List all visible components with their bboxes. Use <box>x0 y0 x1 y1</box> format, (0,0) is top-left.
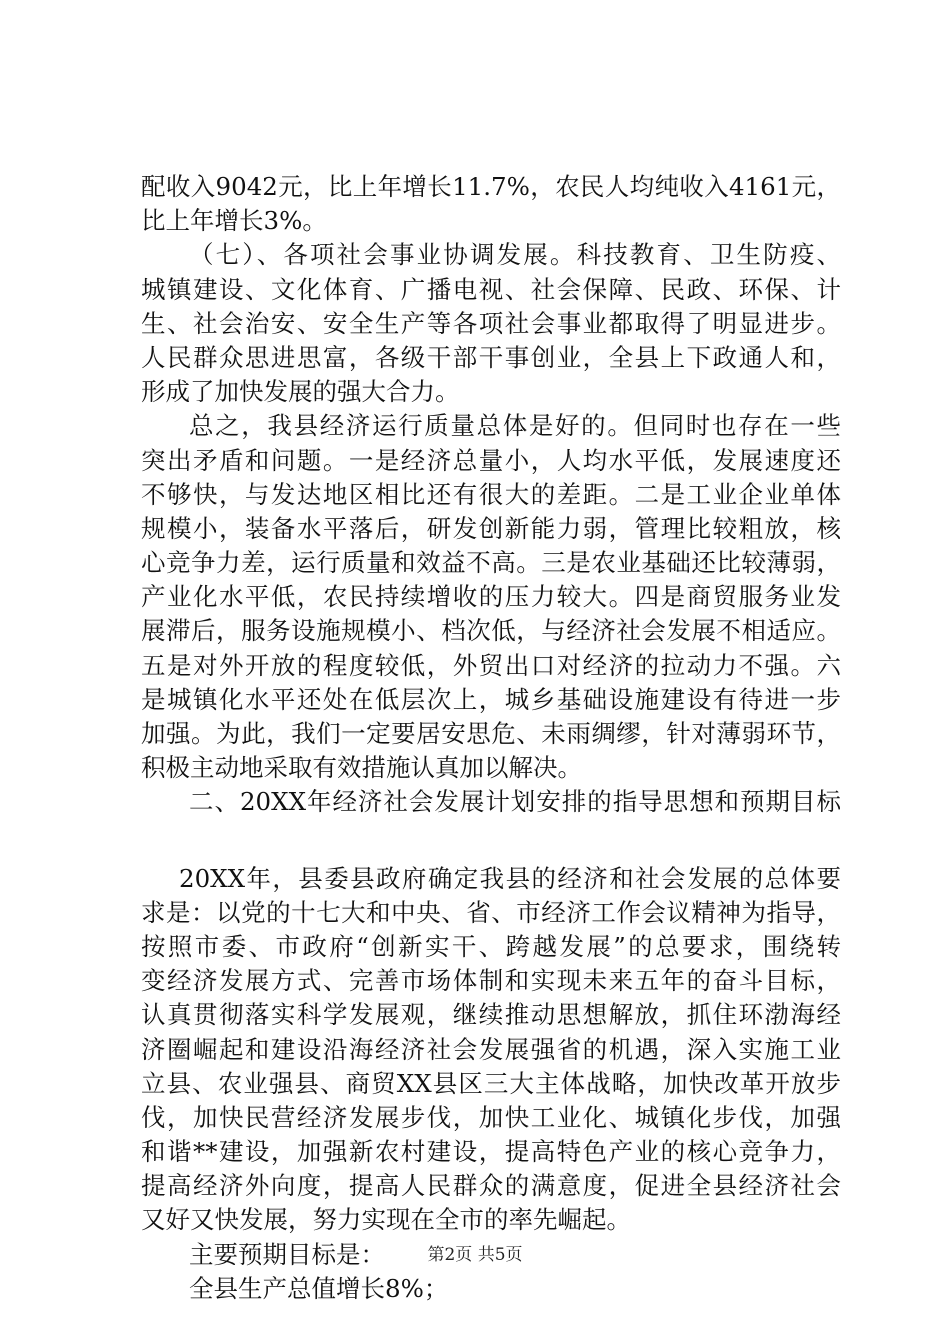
text-line: 主要预期目标是： <box>189 1239 385 1269</box>
document-body <box>141 170 841 1306</box>
text-line: 和谐**建设，加强新农村建设，提高特色产业的核心竞争力， <box>141 1137 841 1167</box>
text-line: 产业化水平低，农民持续增收的压力较大。四是商贸服务业发 <box>141 582 841 612</box>
text-line: 五是对外开放的程度较低，外贸出口对经济的拉动力不强。六 <box>141 650 841 680</box>
text-line: 提高经济外向度，提高人民群众的满意度，促进全县经济社会 <box>141 1171 841 1201</box>
text-line: 人民群众思进思富，各级干部干事创业，全县上下政通人和， <box>141 342 841 372</box>
text-line: 认真贯彻落实科学发展观，继续推动思想解放，抓住环渤海经 <box>141 1000 841 1030</box>
text-line: 变经济发展方式、完善市场体制和实现未来五年的奋斗目标， <box>141 966 841 996</box>
section-heading: 二、20XX年经济社会发展计划安排的指导思想和预期目标 <box>189 787 841 817</box>
page-indicator: 第2页 共5页 <box>427 1245 523 1265</box>
text-line: 求是：以党的十七大和中央、省、市经济工作会议精神为指导， <box>141 897 841 927</box>
text-line: 加强。为此，我们一定要居安思危、未雨绸缪，针对薄弱环节， <box>141 719 841 748</box>
text-line: 全县生产总值增长8%； <box>189 1273 449 1303</box>
text-line: 心竞争力差，运行质量和效益不高。三是农业基础还比较薄弱， <box>141 548 841 578</box>
text-line: 按照市委、市政府“创新实干、跨越发展”的总要求，围绕转 <box>141 931 841 961</box>
text-line: 规模小，装备水平落后，研发创新能力弱，管理比较粗放，核 <box>141 513 841 543</box>
text-line: 展滞后，服务设施规模小、档次低，与经济社会发展不相适应。 <box>141 616 841 646</box>
text-line: 不够快，与发达地区相比还有很大的差距。二是工业企业单体 <box>141 479 841 509</box>
paragraph-gap <box>141 820 841 862</box>
text-line: 形成了加快发展的强大合力。 <box>141 377 460 407</box>
text-line: 是城镇化水平还处在低层次上，城乡基础设施建设有待进一步 <box>141 684 841 714</box>
text-line: 伐，加快民营经济发展步伐，加快工业化、城镇化步伐，加强 <box>141 1102 841 1132</box>
text-line: 20XX年，县委县政府确定我县的经济和社会发展的总体要 <box>179 863 841 893</box>
text-line: 生、社会治安、安全生产等各项社会事业都取得了明显进步。 <box>141 308 841 338</box>
text-line: 突出矛盾和问题。一是经济总量小，人均水平低，发展速度还 <box>141 445 841 475</box>
text-line: 又好又快发展，努力实现在全市的率先崛起。 <box>141 1205 631 1235</box>
text-line: 立县、农业强县、商贸XX县区三大主体战略，加快改革开放步 <box>141 1068 841 1098</box>
text-line: 比上年增长3%。 <box>141 206 327 236</box>
text-line: 积极主动地采取有效措施认真加以解决。 <box>141 753 582 783</box>
text-line: 配收入9042元，比上年增长11.7%，农民人均纯收入4161元， <box>141 172 841 201</box>
text-line: 总之，我县经济运行质量总体是好的。但同时也存在一些 <box>189 411 841 441</box>
text-line: 济圈崛起和建设沿海经济社会发展强省的机遇，深入实施工业 <box>141 1034 841 1064</box>
text-line: （七）、各项社会事业协调发展。科技教育、卫生防疫、 <box>189 240 841 270</box>
text-line: 城镇建设、文化体育、广播电视、社会保障、民政、环保、计 <box>141 274 841 304</box>
